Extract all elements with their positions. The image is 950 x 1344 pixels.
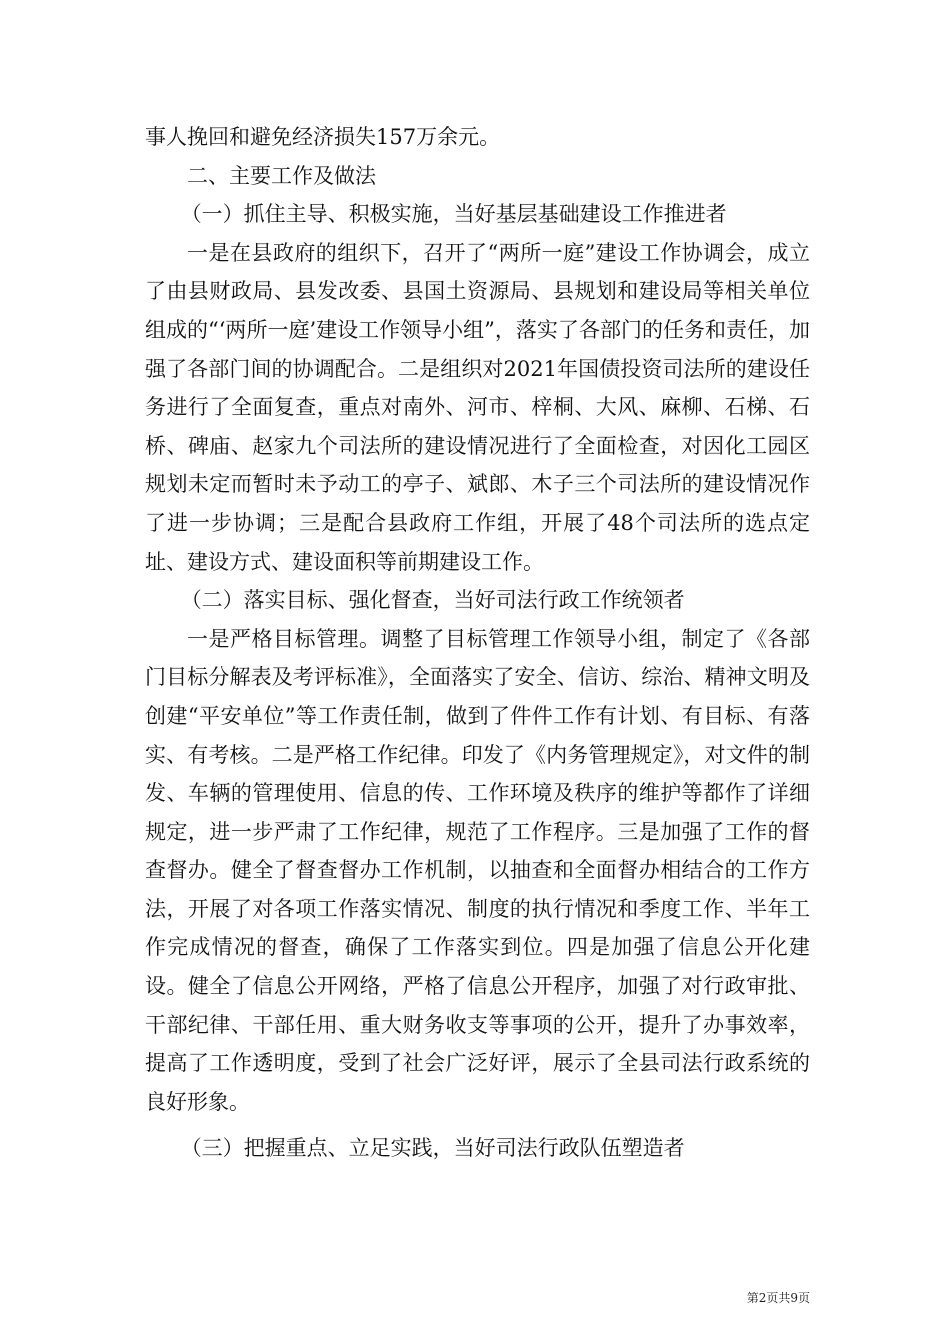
section-heading-main-work: 二、主要工作及做法: [187, 163, 376, 188]
page-number-footer: 第2页共9页: [746, 1291, 810, 1305]
subheading-1: （一）抓住主导、积极实施，当好基层基础建设工作推进者: [180, 202, 727, 227]
subheading-2: （二）落实目标、强化督查，当好司法行政工作统领者: [180, 588, 685, 613]
paragraph-infrastructure: 一是在县政府的组织下，召开了“两所一庭”建设工作协调会，成立了由县财政局、县发改委、县国土资源局、县规划和建设局等相关单位组成的“‘两所一庭’建设工作领导小组”，落实了各部门的任务和责任，加强了各部门间的协调配合。二是组织对2021年国债投资司法所的建设任务进行了全面复查，重点对南外、河市、梓桐、大风、麻柳、石梯、石桥、碑庙、赵家九个司法所的建设情况进行了全面检查，对因化工园区规划未定而暂时未予动工的亭子、斌郎、木子三个司法所的建设情况作了进一步协调；三是配合县政府工作组，开展了48个司法所的选点定址、建设方式、建设面积等前期建设工作。: [145, 240, 810, 574]
paragraph-continuation: 事人挽回和避免经济损失157万余元。: [145, 125, 501, 149]
subheading-3: （三）把握重点、立足实践，当好司法行政队伍塑造者: [180, 1136, 685, 1161]
document-body: [145, 118, 810, 1168]
paragraph-gap: [145, 1121, 810, 1129]
paragraph-management: 一是严格目标管理。调整了目标管理工作领导小组，制定了《各部门目标分解表及考评标准》，全面落实了安全、信访、综治、精神文明及创建“平安单位”等工作责任制，做到了件件工作有计划、有目标、有落实、有考核。二是严格工作纪律。印发了《内务管理规定》，对文件的制发、车辆的管理使用、信息的传、工作环境及秩序的维护等都作了详细规定，进一步严肃了工作纪律，规范了工作程序。三是加强了工作的督查督办。健全了督查督办工作机制，以抽查和全面督办相结合的工作方法，开展了对各项工作落实情况、制度的执行情况和季度工作、半年工作完成情况的督查，确保了工作落实到位。四是加强了信息公开化建设。健全了信息公开网络，严格了信息公开程序，加强了对行政审批、干部纪律、干部任用、重大财务收支等事项的公开，提升了办事效率，提高了工作透明度，受到了社会广泛好评，展示了全县司法行政系统的良好形象。: [145, 626, 810, 1114]
